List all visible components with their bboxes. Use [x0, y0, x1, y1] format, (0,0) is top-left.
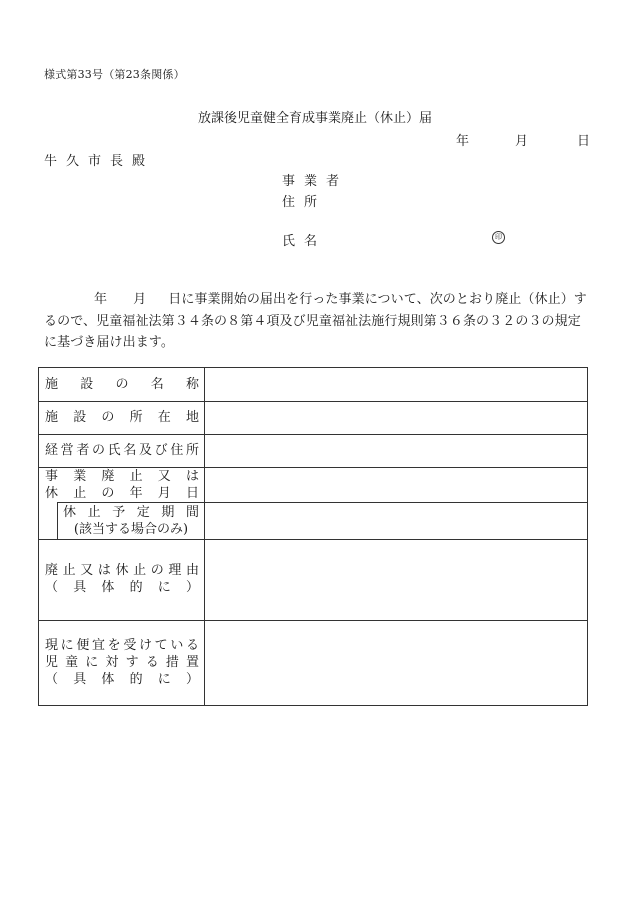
measures-label-line1: 現に便宜を受けている — [45, 638, 199, 653]
reason-label-line1: 廃止又は休止の理由 — [45, 563, 199, 578]
date-day: 日 — [577, 134, 591, 149]
body-text — [44, 289, 590, 354]
suspension-period-label-line1: 休止予定期間 — [63, 505, 199, 520]
measures-label-line3: （具体的に） — [45, 672, 199, 687]
date-year: 年 — [456, 134, 470, 149]
suspension-period-label-line2: (該当する場合のみ) — [73, 522, 189, 537]
closure-date-label-line1: 事業廃止又は — [45, 469, 199, 484]
body-paragraph: 日に事業開始の届出を行った事業について、次のとおり廃止（休止）するので、児童福祉法第３４条の８第４項及び児童福祉法施行規則第３６条の３２の３の規定に基づき届け出ます。 — [44, 292, 587, 350]
reason-value[interactable] — [205, 540, 587, 620]
name-label: 氏名 — [282, 234, 327, 249]
facility-name-value[interactable] — [205, 368, 587, 401]
reason-label-line2: （具体的に） — [45, 580, 199, 595]
body-month: 月 — [133, 292, 147, 307]
form-number: 様式第33号（第23条関係） — [44, 68, 185, 81]
form-table — [38, 367, 588, 706]
facility-location-label: 施設の所在地 — [45, 410, 199, 425]
closure-date-label-line2: 休止の年月日 — [45, 486, 199, 501]
facility-name-label: 施設の名称 — [45, 377, 199, 392]
suspension-period-value[interactable] — [205, 503, 587, 539]
measures-label-line2: 児童に対する措置 — [45, 655, 199, 670]
seal-mark: 印 — [492, 231, 505, 244]
operator-label: 経営者の氏名及び住所 — [45, 443, 199, 458]
operator-value[interactable] — [205, 435, 587, 467]
date-month: 月 — [515, 134, 529, 149]
addressee: 牛久市長殿 — [44, 154, 155, 169]
address-label: 住所 — [282, 195, 327, 210]
business-operator-label: 事業者 — [282, 174, 349, 189]
document-title: 放課後児童健全育成事業廃止（休止）届 — [197, 111, 432, 126]
closure-date-value[interactable] — [205, 468, 587, 502]
body-year: 年 — [94, 292, 108, 307]
facility-location-value[interactable] — [205, 402, 587, 434]
measures-value[interactable] — [205, 621, 587, 705]
